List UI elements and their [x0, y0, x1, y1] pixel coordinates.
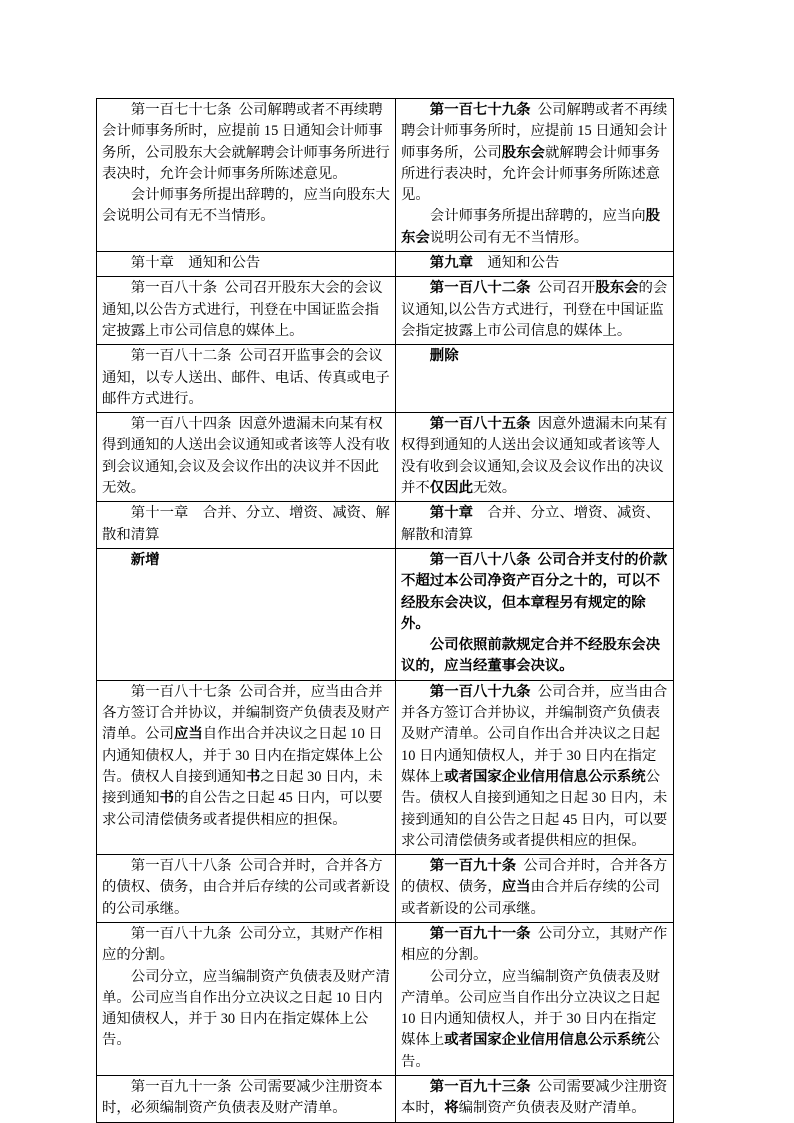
- text-run: 公司分立，应当编制资产负债表及财产清单。公司应当自作出分立决议之日起 10 日内通知债权人，并于 30 日内在指定媒体上公告。: [102, 968, 390, 1049]
- clause-paragraph: [401, 1077, 668, 1120]
- old-clause-cell: [97, 345, 396, 413]
- old-clause-cell: [97, 855, 396, 923]
- old-clause-cell: [97, 548, 396, 680]
- clause-paragraph: [401, 278, 668, 342]
- clause-paragraph: [102, 253, 390, 274]
- text-run: 由合并后存续的公司或者新设的公司承继。: [401, 879, 661, 917]
- old-clause-cell: [97, 922, 396, 1075]
- text-run: 公司合并，应当由合并各方签订合并协议，并编制资产负债表及财产清单。公司自作出合并决议之日起 10 日内通知债权人，并于 30 日内在指定媒体上: [401, 683, 668, 785]
- text-run: 第一百八十四条 因意外遗漏未向某有权得到通知的人送出会议通知或者该等人没有收到会议通知,会议及会议作出的决议并不因此无效。: [102, 416, 390, 497]
- old-clause-cell: [97, 277, 396, 345]
- changed-text-run: 或者国家企业信用信息公示系统: [444, 1032, 646, 1049]
- clause-paragraph: [102, 346, 390, 410]
- changed-text-run: 第九章: [429, 255, 473, 272]
- clause-paragraph: [401, 967, 668, 1073]
- changed-text-run: 公司依照前款规定合并不经股东会决议的，应当经董事会决议。: [401, 637, 661, 675]
- text-run: 第一百八十八条 公司合并时，合并各方的债权、债务，由合并后存续的公司或者新设的公司承继。: [102, 858, 390, 917]
- table-row: [97, 1076, 674, 1123]
- table-row: [97, 252, 674, 277]
- text-run: 公告。: [401, 1032, 661, 1070]
- table-row: [97, 277, 674, 345]
- table-row: [97, 855, 674, 923]
- text-run: 公司分立，其财产作相应的分割。: [401, 925, 668, 964]
- text-run: 公司召开: [530, 280, 596, 297]
- new-clause-cell: [396, 922, 674, 1075]
- text-run: 第一百八十七条 公司合并，应当由合并各方签订合并协议，并编制资产负债表及财产清单。公司: [102, 683, 390, 743]
- old-clause-cell: [97, 1076, 396, 1123]
- new-clause-cell: [396, 548, 674, 680]
- changed-text-run: 删除: [429, 348, 459, 365]
- clause-paragraph: [102, 1077, 390, 1120]
- old-clause-cell: [97, 502, 396, 549]
- text-run: 之日起 30 日内，未接到通知: [102, 768, 383, 807]
- text-run: 第十一章 合并、分立、增资、减资、解散和清算: [102, 505, 390, 543]
- changed-text-run: 第一百七十九条: [429, 102, 531, 118]
- text-run: 无效。: [472, 480, 517, 497]
- text-run: 第一百八十二条 公司召开监事会的会议通知，以专人送出、邮件、电话、传真或电子邮件方式进行。: [102, 348, 390, 407]
- text-run: 第一百八十九条 公司分立，其财产作相应的分割。: [102, 925, 383, 964]
- clause-paragraph: [102, 967, 390, 1052]
- text-run: 的自公告之日起 45 日内，可以要求公司清偿债务或者提供相应的担保。: [102, 790, 383, 828]
- changed-text-run: 股东会: [401, 208, 661, 246]
- clause-paragraph: [102, 414, 390, 499]
- table-row: [97, 345, 674, 413]
- text-run: 公司需要减少注册资本时，: [401, 1079, 668, 1117]
- changed-text-run: 书: [159, 790, 174, 807]
- text-run: 说明公司有无不当情形。: [429, 229, 589, 246]
- clause-paragraph: [401, 503, 668, 546]
- changed-text-run: 应当: [173, 726, 203, 743]
- changed-text-run: 仅因此: [429, 480, 473, 497]
- clause-paragraph: [401, 924, 668, 967]
- text-run: 会计师事务所提出辞聘的，应当向股东大会说明公司有无不当情形。: [102, 187, 390, 225]
- clause-paragraph: [401, 856, 668, 920]
- text-run: 公司解聘或者不再续聘会计师事务所时，应提前 15 日通知会计师事务所，公司: [401, 102, 668, 161]
- text-run: 公司合并时，合并各方的债权、债务，: [401, 858, 668, 896]
- new-clause-cell: [396, 277, 674, 345]
- comparison-table-body: [97, 99, 674, 1123]
- changed-text-run: 将: [444, 1100, 459, 1117]
- text-run: 第一百七十七条 公司解聘或者不再续聘会计师事务所时，应提前 15 日通知会计师事务所，公司股东大会就解聘会计师事务所进行表决时，允许会计师事务所陈述意见。: [102, 102, 390, 182]
- old-clause-cell: [97, 99, 396, 252]
- clause-paragraph: [401, 414, 668, 499]
- changed-text-run: 新增: [130, 551, 160, 568]
- text-run: 公告。债权人自接到通知之日起 30 日内，未接到通知的自公告之日起 45 日内，可以要求公司清偿债务或者提供相应的担保。: [401, 768, 668, 849]
- new-clause-cell: [396, 502, 674, 549]
- text-run: 合并、分立、增资、减资、解散和清算: [401, 505, 661, 543]
- new-clause-cell: [396, 855, 674, 923]
- old-clause-cell: [97, 680, 396, 854]
- text-run: 第十章 通知和公告: [130, 255, 261, 272]
- text-run: 就解聘会计师事务所进行表决时，允许会计师事务所陈述意见。: [401, 144, 661, 204]
- clause-paragraph: [102, 278, 390, 342]
- clause-paragraph: [401, 346, 668, 367]
- text-run: 第一百八十条 公司召开股东大会的会议通知,以公告方式进行，刊登在中国证监会指定披露上市公司信息的媒体上。: [102, 280, 383, 339]
- changed-text-run: 第十章: [429, 505, 473, 522]
- comparison-table: [96, 98, 674, 1123]
- clause-paragraph: [102, 682, 390, 831]
- table-row: [97, 413, 674, 502]
- changed-text-run: 第一百八十八条 公司合并支付的价款不超过本公司净资产百分之十的，可以不经股东会决议，但本章程另有规定的除外。: [401, 551, 668, 632]
- clause-paragraph: [102, 185, 390, 228]
- clause-paragraph: [102, 550, 390, 571]
- clause-paragraph: [401, 550, 668, 635]
- old-clause-cell: [97, 252, 396, 277]
- clause-paragraph: [401, 635, 668, 678]
- changed-text-run: 第一百九十三条: [429, 1079, 531, 1096]
- table-row: [97, 548, 674, 680]
- new-clause-cell: [396, 680, 674, 854]
- text-run: 的会议通知,以公告方式进行，刊登在中国证监会指定披露上市公司信息的媒体上。: [401, 280, 668, 339]
- clause-paragraph: [401, 206, 668, 249]
- changed-text-run: 或者国家企业信用信息公示系统: [444, 768, 646, 785]
- new-clause-cell: [396, 345, 674, 413]
- changed-text-run: 第一百九十一条: [429, 925, 531, 942]
- clause-paragraph: [401, 682, 668, 852]
- text-run: 会计师事务所提出辞聘的，应当向: [429, 208, 646, 225]
- changed-text-run: 第一百八十五条: [429, 416, 531, 433]
- old-clause-cell: [97, 413, 396, 502]
- table-row: [97, 922, 674, 1075]
- changed-text-run: 第一百九十条: [429, 858, 517, 875]
- changed-text-run: 股东会: [501, 144, 545, 161]
- clause-paragraph: [401, 253, 668, 274]
- changed-text-run: 书: [245, 768, 261, 785]
- new-clause-cell: [396, 252, 674, 277]
- clause-paragraph: [102, 503, 390, 546]
- text-run: 自作出合并决议之日起 10 日内通知债权人，并于 30 日内在指定媒体上公告。债权人自接到通知: [102, 726, 383, 785]
- text-run: 通知和公告: [472, 255, 560, 272]
- clause-paragraph: [102, 100, 390, 185]
- changed-text-run: 第一百八十九条: [429, 683, 531, 700]
- clause-paragraph: [102, 856, 390, 920]
- clause-paragraph: [102, 924, 390, 967]
- clause-paragraph: [401, 100, 668, 206]
- new-clause-cell: [396, 1076, 674, 1123]
- text-run: 第一百九十一条 公司需要减少注册资本时，必须编制资产负债表及财产清单。: [102, 1079, 383, 1117]
- table-row: [97, 99, 674, 252]
- table-row: [97, 680, 674, 854]
- changed-text-run: 第一百八十二条: [429, 280, 531, 297]
- text-run: 公司分立，应当编制资产负债表及财产清单。公司应当自作出分立决议之日起 10 日内通知债权人，并于 30 日内在指定媒体上: [401, 968, 664, 1049]
- table-row: [97, 502, 674, 549]
- changed-text-run: 应当: [501, 879, 531, 896]
- new-clause-cell: [396, 99, 674, 252]
- text-run: 编制资产负债表及财产清单。: [458, 1100, 646, 1117]
- changed-text-run: 股东会: [595, 280, 639, 297]
- new-clause-cell: [396, 413, 674, 502]
- text-run: 因意外遗漏未向某有权得到通知的人送出会议通知或者该等人没有收到会议通知,会议及会议作出的决议并不: [401, 416, 668, 497]
